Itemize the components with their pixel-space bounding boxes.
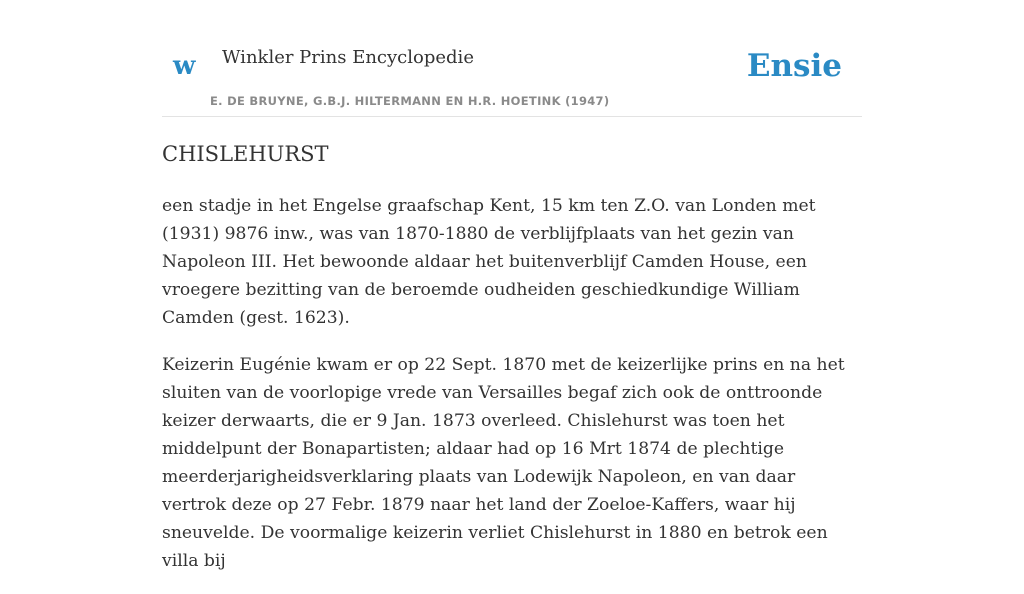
source-title[interactable]: Winkler Prins Encyclopedie: [222, 47, 474, 68]
article-body: [162, 192, 862, 594]
source-logo[interactable]: w: [173, 51, 196, 81]
article-title: CHISLEHURST: [162, 142, 329, 166]
brand-logo[interactable]: Ensie: [746, 48, 842, 84]
article-paragraph: Keizerin Eugénie kwam er op 22 Sept. 1870 met de keizerlijke prins en na het sluiten van de voorlopige vrede van Versailles begaf zich ook de onttroonde keizer derwaarts, die er 9 Jan. 1873 overleed. Chislehurst was toen het middelpunt der Bonapartisten; aldaar had op 16 Mrt 1874 de plechtige meerderjarigheidsverklaring plaats van Lodewijk Napoleon, en van daar vertrok deze op 27 Febr. 1879 naar het land der Zoeloe-Kaffers, waar hij sneuvelde. De voormalige keizerin verliet Chislehurst in 1880 en betrok een villa bij: [162, 355, 845, 571]
source-header: [162, 0, 862, 117]
source-authors: E. DE BRUYNE, G.B.J. HILTERMANN EN H.R. HOETINK (1947): [210, 94, 610, 108]
article-paragraph: een stadje in het Engelse graafschap Kent, 15 km ten Z.O. van Londen met (1931) 9876 inw., was van 1870-1880 de verblijfplaats van het gezin van Napoleon III. Het bewoonde aldaar het buitenverblijf Camden House, een vroegere bezitting van de beroemde oudheiden geschiedkundige William Camden (gest. 1623).: [162, 196, 816, 328]
